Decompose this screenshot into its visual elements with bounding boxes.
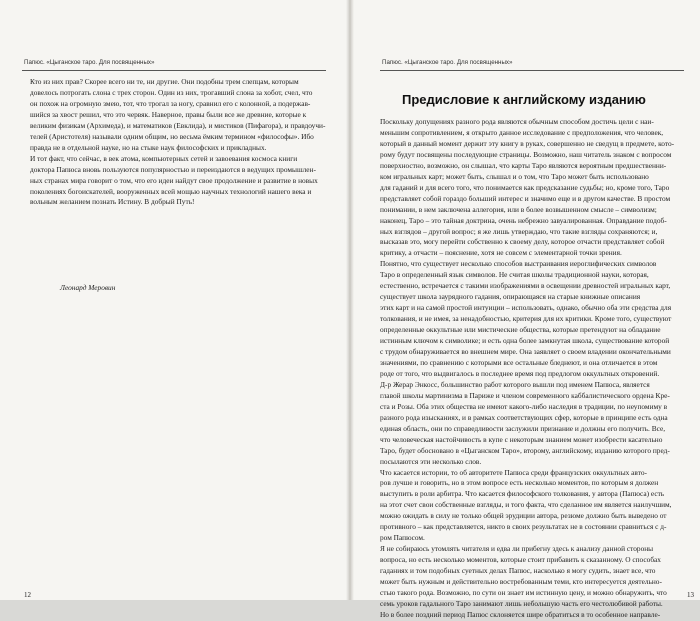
header-rule bbox=[380, 70, 684, 71]
body-text: Поскольку допущениях разного рода являются обычным способом достичь цели с наи- меньшим сопротивлением, я открыто данное исследование с предположения, что человек, который в данный момент держит эту книгу в руках, совершенно не сведущ в предмете, кото- рому будут посвящены последующие страницы. Возможно, наш читатель знаком с вопросом поверхностно, возможно, он слышал, что карты Таро являются вероятным предшественни- ком игральных карт; может быть, слышал и о том, что Таро может быть использовано для гаданий и для всего того, что понимается как предсказание судьбы; но, кроме того, Таро представляет собой гораздо больший интерес и значимо еще и в другом качестве. В простом понимании, в нем заключена аллегория, или в более возвышенном смысле – символизм; наконец, Таро – это тайная доктрина, очень небрежно завуалированная. Оправдание подоб- ных взглядов – другой вопрос; я же лишь утверждаю, что такие взгляды сохраняются; и, высказав это, могу перейти собственно к своему делу, которое отчасти представляет собой критику, а отчасти – пояснение, хотя не совсем с элементарной точки зрения. Понятно, что существует несколько способов выстраивания иероглифических символов Таро в определенный язык символов. Не считая школы традиционной науки, которая, естественно, встречается с такими изображениями в освещении древностей игральных карт, существует школа заурядного гадания, опирающаяся на старые книжные описания этих карт и на самой простой интуиции – использовать, однако, обычно оба эти средства для толкования, и не имея, за ненадобностью, критерия для их критики. Кроме того, существуют определенные оккультные или мистические общества, которые претендуют на обладание истинным ключом к символике; и есть одна более замкнутая школа, существование которой с трудом обнаруживается во внешнем мире. Она заявляет о своем владении окончательными значениями, по сравнению с которыми все остальные бледнеют, и она отличается в этом роде от того, что выдвигалось в последнее время под предлогом оккультных откровений. Д-р Жерар Энкосс, большинство работ которого вышли под именем Папюса, является главой школы мартинизма в Париже и членом современного каббалистического ордена Кре- ста и Розы. Оба этих общества не имеют какого-либо наследия в традиции, по неупомиму в разного рода изысканиях, и в рамках соответствующих сфер, которые в принципе есть одна единая область, они по справедливости заслужили признание и должны его получить. Все, что человеческая настойчивость в купе с некоторым знанием может изобрести касательно Таро, будет обосновано в «Цыганском Таро», второму, английскому, изданию которого пред- посылаются эти несколько слов. Что касается истории, то об авторитете Папюса среди французских оккультных авто- ров лучше и говорить, но в этом вопросе есть несколько моментов, по которым я должен выступить в роли арбитра. Что касается философского толкования, у автора (Папюса) есть на этот счет свои собственные взгляды, и того факта, что сделанное им является наилучшим, можно ожидать в силу не только общей эрудиции автора, резюме должно быть выведено от противного – как представляется, никто в своих результатах не в состоянии сравниться с д- ром Папюсом. Я не собираюсь утомлять читателя и едва ли прибегну здесь к анализу данной стороны вопроса, но есть несколько моментов, которые стоит прибавить к сказанному. О способах гаданиях и том подобных суетных делах Папюс, насколько я могу судить, знает все, что может быть нужным и действительно востребованным теми, кто интересуется деятельно- стью такого рода. Возможно, по сути он знает им истинную цену, и можно обнаружить, что семь уроков гадального Таро занимают лишь небольшую часть его честолюбивой работы. Но в более поздний период Папюс склоняется шире обратиться в то особенное направле- bbox=[380, 117, 675, 619]
left-page bbox=[0, 0, 348, 600]
author-signature: Леонард Меровин bbox=[60, 283, 116, 292]
page-number: 13 bbox=[687, 591, 694, 599]
page-number: 12 bbox=[24, 591, 31, 599]
header-rule bbox=[22, 70, 326, 71]
running-head: Папюс. «Цыганское таро. Для посвященных» bbox=[24, 59, 155, 66]
right-page bbox=[352, 0, 700, 619]
body-text: Кто из них прав? Скорее всего ни те, ни другие. Они подобны трем слепцам, которым довелось потрогать слона с трех сторон. Один из них, трогавший слона за хобот, счел, что он похож на огромную змею, тот, что трогал за ногу, сравнил его с колонной, а подержав- шийся за хвост решил, что это червяк. Наверное, правы были все же древние, которые к великим физикам (Архимеда), и математиков (Евклида), и мистиков (Пифагора), и правдоучи- телей (Аристотеля) называли одним общим, но весьма ёмким термином «философы». Ибо правда не в отдельной науке, но на стыке наук философских и прикладных. И тот факт, что сейчас, в век атома, компьютерных сетей и завоевания космоса книги доктора Папюса вновь пользуются популярностью и переиздаются в ведущих промышлен- ных странах мира говорит о том, что его идеи найдут свое продолжение и развитие в новых поколениях богоискателей, вооруженных всей мощью научных технологий нашего века и вольным желанием познать Истину. В добрый Путь! bbox=[30, 77, 326, 207]
running-head: Папюс. «Цыганское таро. Для посвященных» bbox=[382, 59, 513, 66]
chapter-title: Предисловие к английскому изданию bbox=[402, 92, 646, 107]
